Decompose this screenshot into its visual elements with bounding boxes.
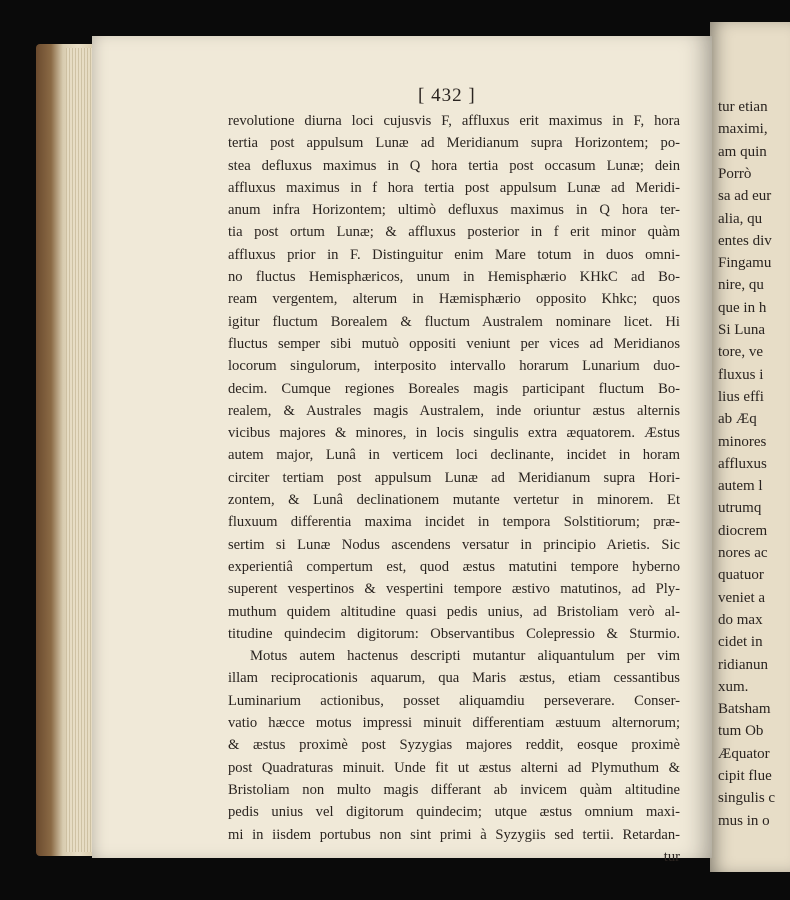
text-line: fluctus semper sibi mutuò oppositi veniunt per vices ad Meridianos bbox=[228, 335, 680, 352]
text-line: zontem, & Lunâ declinationem mutante vertetur in minorem. Et bbox=[228, 492, 680, 509]
text-line: illam reciprocationis aquarum, qua Maris æstus, etiam cessantibus bbox=[228, 670, 680, 687]
facing-page bbox=[710, 22, 790, 872]
facing-page-fragment: Si Luna bbox=[718, 322, 766, 338]
text-line: igitur fluctum Borealem & fluctum Australem nominare licet. Hi bbox=[228, 313, 680, 330]
facing-page-fragment: sa ad eur bbox=[718, 188, 772, 205]
facing-page-fragment: nire, qu bbox=[718, 277, 764, 294]
text-line: revolutione diurna loci cujusvis F, affluxus erit maximus in F, hora bbox=[228, 113, 680, 129]
facing-page-fragment: veniet a bbox=[718, 589, 766, 606]
text-line: vicibus majores & minores, in locis singulis extra æquatorem. Æstus bbox=[228, 425, 680, 442]
book-fore-edge bbox=[36, 44, 96, 856]
text-line: no fluctus Hemisphæricos, unum in Hemisphærio KHkC ad Bo- bbox=[228, 269, 680, 286]
text-line: locorum singulorum, interposito intervallo horarum Lunarium duo- bbox=[228, 358, 680, 375]
facing-page-fragment: cipit flue bbox=[718, 768, 772, 784]
text-line: affluxus maximus in f hora tertia post appulsum Lunæ ad Meridi- bbox=[228, 179, 680, 196]
facing-page-fragment: cidet in bbox=[718, 634, 763, 651]
facing-page-fragment: Fingamu bbox=[718, 255, 772, 272]
text-line: Luminarium actionibus, posset aliquamdiu perseverare. Conser- bbox=[228, 692, 680, 709]
text-line: muthum quidem altitudine quasi pedis unius, ad Bristoliam verò al- bbox=[228, 603, 680, 620]
facing-page-fragment: Æquator bbox=[718, 745, 770, 762]
text-line: tia post ortum Lunæ; & affluxus posterior in f erit minor quàm bbox=[228, 224, 680, 241]
facing-page-fragment: Porrò bbox=[718, 165, 752, 182]
facing-page-fragment: am quin bbox=[718, 143, 767, 160]
facing-page-fragment: nores ac bbox=[718, 545, 768, 561]
facing-page-fragment: que in h bbox=[718, 299, 767, 316]
facing-page-fragment: diocrem bbox=[718, 522, 768, 539]
text-line: fluxuum differentia maxima incidet in tempora Solstitiorum; præ- bbox=[228, 514, 680, 531]
facing-page-fragment: singulis c bbox=[718, 790, 776, 807]
text-line: mi in iisdem portubus non sint primi à Syzygiis sed tertii. Retardan- bbox=[228, 826, 680, 843]
text-line: decim. Cumque regiones Boreales magis participant fluctum Bo- bbox=[228, 380, 680, 397]
facing-page-fragment: alia, qu bbox=[718, 210, 763, 227]
text-line: pedis unius vel digitorum quindecim; utque æstus omnium maxi- bbox=[228, 804, 680, 821]
facing-page-fragment: Batsham bbox=[718, 701, 771, 718]
page-number: [ 432 ] bbox=[418, 85, 476, 106]
facing-page-fragment: entes div bbox=[718, 232, 772, 249]
facing-page-fragment: minores bbox=[718, 433, 767, 450]
text-line: circiter tertiam post appulsum Lunæ ad Meridianum supra Hori- bbox=[228, 469, 680, 486]
facing-page-fragment: tore, ve bbox=[718, 344, 763, 361]
facing-page-fragment: tum Ob bbox=[718, 723, 764, 740]
facing-page-fragment: tur etian bbox=[718, 99, 768, 115]
facing-page-fragment: maximi, bbox=[718, 121, 768, 138]
text-line: Motus autem hactenus descripti mutantur aliquantulum per vim bbox=[250, 648, 680, 665]
text-line: post Quadraturas minuit. Unde fit ut æstus alterni ad Plymuthum & bbox=[228, 759, 680, 776]
text-line: Bristoliam non multo magis differant ab invicem quàm altitudine bbox=[228, 781, 680, 798]
facing-page-fragment: ridianun bbox=[718, 656, 768, 673]
text-line: anum infra Horizontem; ultimò defluxus maximus in Q hora ter- bbox=[228, 202, 680, 219]
facing-page-fragment: utrumq bbox=[718, 500, 762, 517]
text-line: ream vergentem, alterum in Hæmisphærio opposito Khkc; quos bbox=[228, 291, 680, 308]
text-line: tertia post appulsum Lunæ ad Meridianum supra Horizontem; po- bbox=[228, 135, 680, 152]
facing-page-fragment: autem l bbox=[718, 478, 763, 495]
text-line: superent vespertinos & vespertini tempore æstivo matutinos, ad Ply- bbox=[228, 581, 680, 598]
text-line: sertim si Lunæ Nodus ascendens versatur in principio Arietis. Sic bbox=[228, 536, 680, 553]
facing-page-fragment: ab Æq bbox=[718, 411, 757, 428]
text-line: realem, & Australes magis Australem, inde oriuntur æstus alternis bbox=[228, 402, 680, 419]
facing-page-fragment: quatuor bbox=[718, 567, 764, 584]
facing-page-fragment: xum. bbox=[718, 678, 749, 695]
text-line: stea defluxus maximus in Q hora tertia post occasum Lunæ; dein bbox=[228, 157, 680, 174]
text-line: affluxus prior in F. Distinguitur enim Mare totum in duos omni- bbox=[228, 246, 680, 263]
text-line: & æstus proximè post Syzygias majores reddit, eosque proximè bbox=[228, 737, 680, 754]
text-line: vatio hæcce motus impressi minuit differentiam æstuum alternorum; bbox=[228, 715, 680, 732]
facing-page-fragment: mus in o bbox=[718, 812, 770, 829]
text-line: experientiâ compertum est, quod æstus matutini tempore hyberno bbox=[228, 558, 680, 575]
facing-page-fragment: fluxus i bbox=[718, 366, 764, 383]
facing-page-fragment: do max bbox=[718, 611, 763, 628]
text-line: autem major, Lunâ in verticem loci declinante, incidet in horam bbox=[228, 447, 680, 464]
text-line: titudine quindecim digitorum: Observantibus Colepressio & Sturmio. bbox=[228, 625, 680, 642]
page-text bbox=[228, 110, 680, 868]
facing-page-fragment: affluxus bbox=[718, 455, 767, 472]
catchword: tur bbox=[663, 848, 680, 865]
facing-page-fragment: lius effi bbox=[718, 388, 764, 405]
